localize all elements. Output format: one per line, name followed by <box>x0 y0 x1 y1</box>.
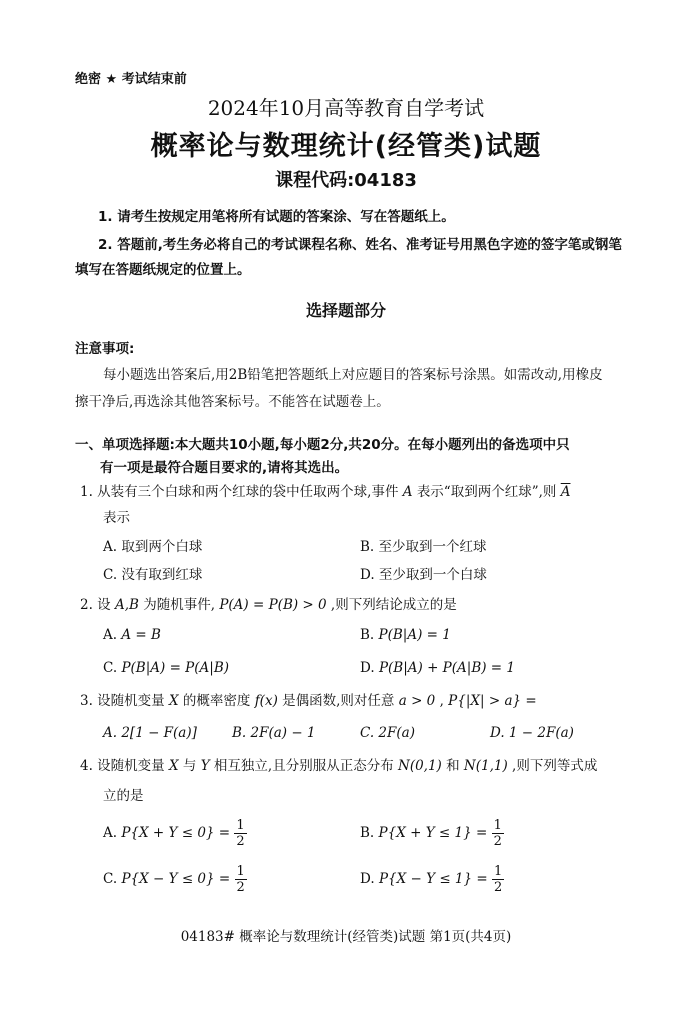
q3-var-x: X <box>168 693 179 709</box>
fraction-numerator: 1 <box>236 864 245 879</box>
q4-option-b-label: B. <box>360 825 375 841</box>
q4-dist-2: N(1,1) <box>463 758 508 774</box>
fraction-denominator: 2 <box>493 834 502 849</box>
one-half-fraction <box>234 818 246 849</box>
page-title: 概率论与数理统计(经管类)试题 <box>150 131 542 162</box>
q4-var-y: Y <box>200 758 210 774</box>
question-3-stem <box>80 688 537 714</box>
one-half-fraction <box>235 864 247 895</box>
q4-stem-b: 与 <box>182 758 197 774</box>
q4-option-b-expr: P{X + Y ≤ 1} = <box>378 825 488 841</box>
q2-option-d-label: D. <box>360 660 375 676</box>
q4-option-c <box>103 864 247 895</box>
q4-option-b <box>360 818 504 849</box>
q2-stem-b: 为随机事件, <box>143 597 216 613</box>
q3-stem-b: 的概率密度 <box>182 693 251 709</box>
q4-option-a-expr: P{X + Y ≤ 0} = <box>121 825 231 841</box>
q2-option-c-expr: P(B|A) = P(A|B) <box>121 660 230 676</box>
q2-option-a-label: A. <box>103 627 118 643</box>
q1-option-d: D. 至少取到一个白球 <box>360 567 487 583</box>
q4-dist-1: N(0,1) <box>398 758 442 774</box>
q2-option-a-expr: A = B <box>121 627 161 643</box>
q4-option-d-label: D. <box>360 871 375 887</box>
q4-option-a-label: A. <box>103 825 118 841</box>
exam-session-line: 2024年10月高等教育自学考试 <box>207 96 485 120</box>
question-2-stem <box>80 592 457 618</box>
q3-stem-c: 是偶函数,则对任意 <box>282 693 395 709</box>
notice-line-2: 擦干净后,再选涂其他答案标号。不能答在试题卷上。 <box>75 394 390 410</box>
one-half-fraction <box>492 864 504 895</box>
fraction-numerator: 1 <box>493 818 502 833</box>
section-title: 选择题部分 <box>305 301 386 320</box>
q3-option-d: D. 1 − 2F(a) <box>490 725 574 741</box>
part-one-heading: 一、单项选择题:本大题共10小题,每小题2分,共20分。在每小题列出的备选项中只 <box>75 437 570 453</box>
q1-stem-b: 表示“取到两个红球”,则 <box>416 484 557 500</box>
q1-option-a: A. 取到两个白球 <box>103 539 203 555</box>
q1-var-a: A <box>402 484 413 500</box>
q4-option-d <box>360 864 504 895</box>
q4-stem-c: 相互独立,且分别服从正态分布 <box>213 758 394 774</box>
instruction-2-cont: 填写在答题纸规定的位置上。 <box>75 262 251 278</box>
q2-option-b-expr: P(B|A) = 1 <box>378 627 451 643</box>
q2-option-c-label: C. <box>103 660 118 676</box>
course-code: 课程代码:04183 <box>275 170 417 191</box>
q4-option-a <box>103 818 247 849</box>
q2-stem-c: ,则下列结论成立的是 <box>330 597 457 613</box>
q4-stem-d: 和 <box>446 758 460 774</box>
fraction-numerator: 1 <box>236 818 245 833</box>
q2-option-c <box>103 655 229 681</box>
question-4-stem-cont: 立的是 <box>103 788 144 804</box>
q3-option-c: C. 2F(a) <box>360 725 415 741</box>
q3-option-b: B. 2F(a) − 1 <box>232 725 316 741</box>
q1-option-b: B. 至少取到一个红球 <box>360 539 487 555</box>
fraction-denominator: 2 <box>236 834 245 849</box>
page-footer: 04183# 概率论与数理统计(经管类)试题 第1页(共4页) <box>180 929 512 945</box>
q4-option-c-expr: P{X − Y ≤ 0} = <box>121 871 231 887</box>
q1-var-a-complement: $\overline{A}$ <box>560 484 571 500</box>
instruction-2: 2. 答题前,考生务必将自己的考试课程名称、姓名、准考证号用黑色字迹的签字笔或钢笔 <box>98 237 622 253</box>
question-1-stem <box>80 479 570 505</box>
one-half-fraction <box>492 818 504 849</box>
q3-condition: a > 0 <box>398 693 436 709</box>
q3-fx: f(x) <box>254 693 278 709</box>
q3-expr: P{|X| > a} = <box>448 693 537 709</box>
q1-option-c: C. 没有取到红球 <box>103 567 203 583</box>
question-1-stem-cont: 表示 <box>103 510 130 526</box>
q2-condition: P(A) = P(B) > 0 <box>219 597 327 613</box>
q2-option-d <box>360 655 515 681</box>
q3-stem-d: , <box>439 693 444 709</box>
q4-stem-a: 4. 设随机变量 <box>80 758 165 774</box>
notice-label: 注意事项: <box>75 341 135 357</box>
q2-stem-a: 2. 设 <box>80 597 111 613</box>
instruction-1: 1. 请考生按规定用笔将所有试题的答案涂、写在答题纸上。 <box>98 209 455 225</box>
notice-line-1: 每小题选出答案后,用2B铅笔把答题纸上对应题目的答案标号涂黑。如需改动,用橡皮 <box>103 367 603 383</box>
q2-option-b-label: B. <box>360 627 375 643</box>
q2-vars: A,B <box>114 597 139 613</box>
q2-option-a <box>103 622 161 648</box>
q2-option-b <box>360 622 451 648</box>
q4-stem-e: ,则下列等式成 <box>512 758 598 774</box>
q2-option-d-expr: P(B|A) + P(A|B) = 1 <box>378 660 515 676</box>
fraction-denominator: 2 <box>236 880 245 895</box>
question-4-stem <box>80 753 597 779</box>
fraction-denominator: 2 <box>494 880 503 895</box>
q4-var-x: X <box>168 758 179 774</box>
q1-stem-a: 1. 从装有三个白球和两个红球的袋中任取两个球,事件 <box>80 484 399 500</box>
fraction-numerator: 1 <box>494 864 503 879</box>
part-one-heading-cont: 有一项是最符合题目要求的,请将其选出。 <box>100 460 349 476</box>
q4-option-d-expr: P{X − Y ≤ 1} = <box>378 871 488 887</box>
q4-option-c-label: C. <box>103 871 118 887</box>
q3-option-a: A. 2[1 − F(a)] <box>103 725 197 741</box>
confidential-label: 绝密 ★ 考试结束前 <box>75 72 187 87</box>
q3-stem-a: 3. 设随机变量 <box>80 693 165 709</box>
